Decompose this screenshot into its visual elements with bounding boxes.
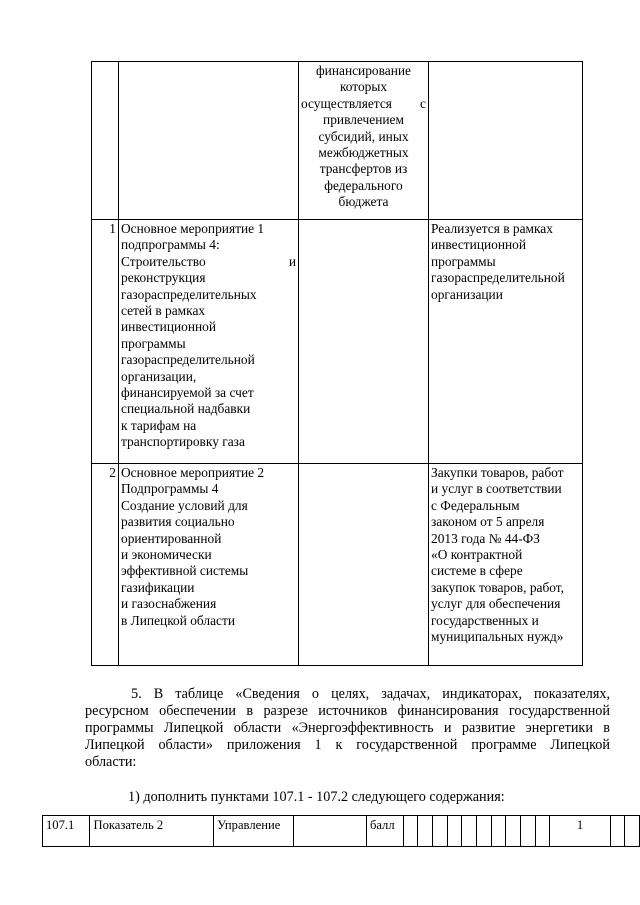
row-number-cell: 1 (92, 220, 119, 464)
financing-cell (299, 62, 429, 220)
financing-text: которых (339, 79, 388, 95)
financing-text: федерального (324, 177, 403, 193)
measure-name-text: развития социально (121, 514, 235, 530)
measure-name-text: Основное мероприятие 2 (121, 465, 265, 480)
value-cell: 1 (550, 816, 610, 847)
empty-cell (610, 816, 625, 847)
measure-name-text: подпрограммы 4: (121, 237, 220, 253)
note-text: инвестиционной (431, 237, 527, 253)
note-text: законом от 5 апреля (431, 514, 545, 530)
measure-name-text: газораспределительных (121, 286, 257, 302)
empty-cell (506, 816, 521, 847)
empty-cell (403, 816, 418, 847)
financing-text: субсидий, иных (318, 128, 409, 144)
measure-name-text: Строительство и (121, 253, 296, 269)
paragraph-line: области: (85, 754, 137, 771)
measure-name-text: организации, (121, 368, 197, 384)
measure-name-cell (119, 62, 299, 220)
note-text: услуг для обеспечения (431, 596, 561, 612)
measure-name-text: и экономически (121, 547, 212, 563)
note-text: Закупки товаров, работ (431, 465, 564, 480)
table-row (43, 816, 640, 847)
table-row (92, 464, 583, 666)
measure-name-cell (119, 464, 299, 666)
measure-name-text: сетей в рамках (121, 303, 206, 319)
paragraph-line: ресурсном обеспечении в разрезе источников финансирования государственной (85, 703, 610, 720)
note-text: программы (431, 253, 496, 269)
financing-text: привлечением (323, 112, 404, 128)
measure-name-text: инвестиционной (121, 319, 217, 335)
measure-name-text: транспортировку газа (121, 434, 245, 450)
note-cell (429, 62, 583, 220)
financing-text: осуществляется с (301, 95, 426, 111)
empty-cell (521, 816, 536, 847)
measure-name-text: к тарифам на (121, 417, 197, 433)
note-text: и услуг в соответствии (431, 481, 562, 497)
financing-text: финансирование (316, 63, 411, 78)
note-text: газораспределительной (431, 270, 565, 286)
paragraph-5 (85, 686, 610, 771)
measure-name-text: ориентированной (121, 530, 222, 546)
note-text: 2013 года № 44-ФЗ (431, 530, 540, 546)
responsible-cell: Управление (214, 816, 294, 847)
measure-name-text: газораспределительной (121, 352, 255, 368)
indicator-name-cell: Показатель 2 (90, 816, 214, 847)
empty-cell (477, 816, 492, 847)
note-text: муниципальных нужд» (431, 629, 564, 645)
note-text: организации (431, 286, 503, 302)
measure-name-text: эффективной системы (121, 563, 249, 579)
empty-cell (293, 816, 366, 847)
measure-name-cell (119, 220, 299, 464)
note-text: с Федеральным (431, 497, 520, 513)
empty-cell (625, 816, 640, 847)
measure-name-text: программы (121, 335, 186, 351)
item-number-cell: 107.1 (43, 816, 90, 847)
measure-name-text: Создание условий для (121, 497, 248, 513)
empty-cell (491, 816, 506, 847)
row-number-cell (92, 62, 119, 220)
note-text: системе в сфере (431, 563, 523, 579)
financing-cell (299, 464, 429, 666)
measure-name-text: в Липецкой области (121, 612, 235, 628)
table-row (92, 220, 583, 464)
measure-name-text: Основное мероприятие 1 (121, 221, 265, 236)
measure-name-text: реконструкция (121, 270, 206, 286)
paragraph-line: программы Липецкой области «Энергоэффективность и развитие энергетики в (85, 720, 610, 737)
note-text: Реализуется в рамках (431, 221, 553, 236)
indicator-table (42, 815, 640, 847)
empty-cell (447, 816, 462, 847)
empty-cell (418, 816, 433, 847)
measures-table (91, 61, 583, 666)
unit-cell: балл (366, 816, 403, 847)
financing-text: бюджета (338, 194, 389, 210)
note-text: «О контрактной (431, 547, 523, 563)
item-1-text: 1) дополнить пунктами 107.1 - 107.2 следующего содержания: (128, 789, 505, 805)
row-number-cell: 2 (92, 464, 119, 666)
financing-text: трансфертов из (319, 161, 408, 177)
note-text: закупок товаров, работ, (431, 579, 564, 595)
empty-cell (462, 816, 477, 847)
note-text: государственных и (431, 612, 539, 628)
empty-cell (535, 816, 550, 847)
paragraph-line: Липецкой области» приложения 1 к государственной программе Липецкой (85, 737, 610, 754)
note-cell (429, 464, 583, 666)
table-row (92, 62, 583, 220)
measure-name-text: и газоснабжения (121, 596, 217, 612)
measure-name-text: специальной надбавки (121, 401, 251, 417)
measure-name-text: финансируемой за счет (121, 385, 254, 401)
note-cell (429, 220, 583, 464)
measure-name-text: Подпрограммы 4 (121, 481, 219, 497)
financing-cell (299, 220, 429, 464)
paragraph-line: 5. В таблице «Сведения о целях, задачах, индикаторах, показателях, (131, 686, 610, 702)
empty-cell (433, 816, 448, 847)
financing-text: межбюджетных (318, 145, 409, 161)
measure-name-text: газификации (121, 579, 195, 595)
